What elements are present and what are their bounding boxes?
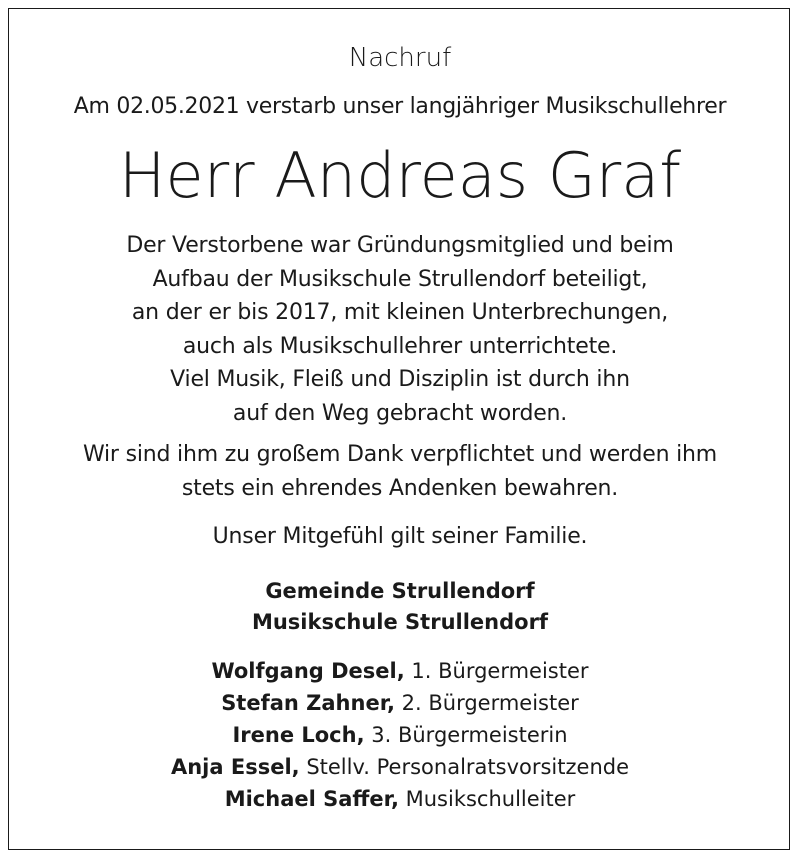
signer [0,687,800,719]
signer-role: 3. Bürgermeisterin [371,723,568,747]
condolence-paragraph [0,520,800,554]
signer-role: 2. Bürgermeister [401,691,579,715]
paragraph-line: Unser Mitgefühl gilt seiner Familie. [212,524,588,549]
gratitude-paragraph [0,438,800,505]
signer [0,719,800,751]
signer-role: 1. Bürgermeister [411,659,589,683]
tribute-paragraph [0,229,800,430]
signer-role: Stellv. Personalratsvorsitzende [306,755,629,779]
notice-title: Nachruf [348,43,452,73]
signers-list [0,655,800,815]
notice-intro: Am 02.05.2021 verstarb unser langjähriger Musikschullehrer [73,94,727,119]
organization-name: Gemeinde Strullendorf [265,579,535,603]
signer-name: Stefan Zahner, [221,691,395,715]
paragraph-line: Wir sind ihm zu großem Dank verpflichtet und werden ihm [82,442,718,467]
paragraph-line: an der er bis 2017, mit kleinen Unterbrechungen, [131,300,669,325]
paragraph-line: Aufbau der Musikschule Strullendorf beteiligt, [152,266,648,292]
paragraph-line: Der Verstorbene war Gründungsmitglied und beim [126,233,674,258]
signer [0,655,800,687]
signer-name: Irene Loch, [232,723,365,747]
signer-name: Anja Essel, [170,755,300,779]
signer-name: Wolfgang Desel, [211,659,405,683]
paragraph-line: auf den Weg gebracht worden. [232,400,568,426]
paragraph-line: Viel Musik, Fleiß und Disziplin ist durch ihn [170,367,630,392]
paragraph-line: auch als Musikschullehrer unterrichtete. [182,333,618,359]
paragraph-line: stets ein ehrendes Andenken bewahren. [181,475,619,501]
organization-name: Musikschule Strullendorf [251,610,549,634]
signer [0,783,800,815]
signer-name: Michael Saffer, [224,787,399,811]
signer [0,751,800,783]
signer-role: Musikschulleiter [405,787,576,811]
deceased-name: Herr Andreas Graf [118,139,682,212]
organizations [0,576,800,638]
